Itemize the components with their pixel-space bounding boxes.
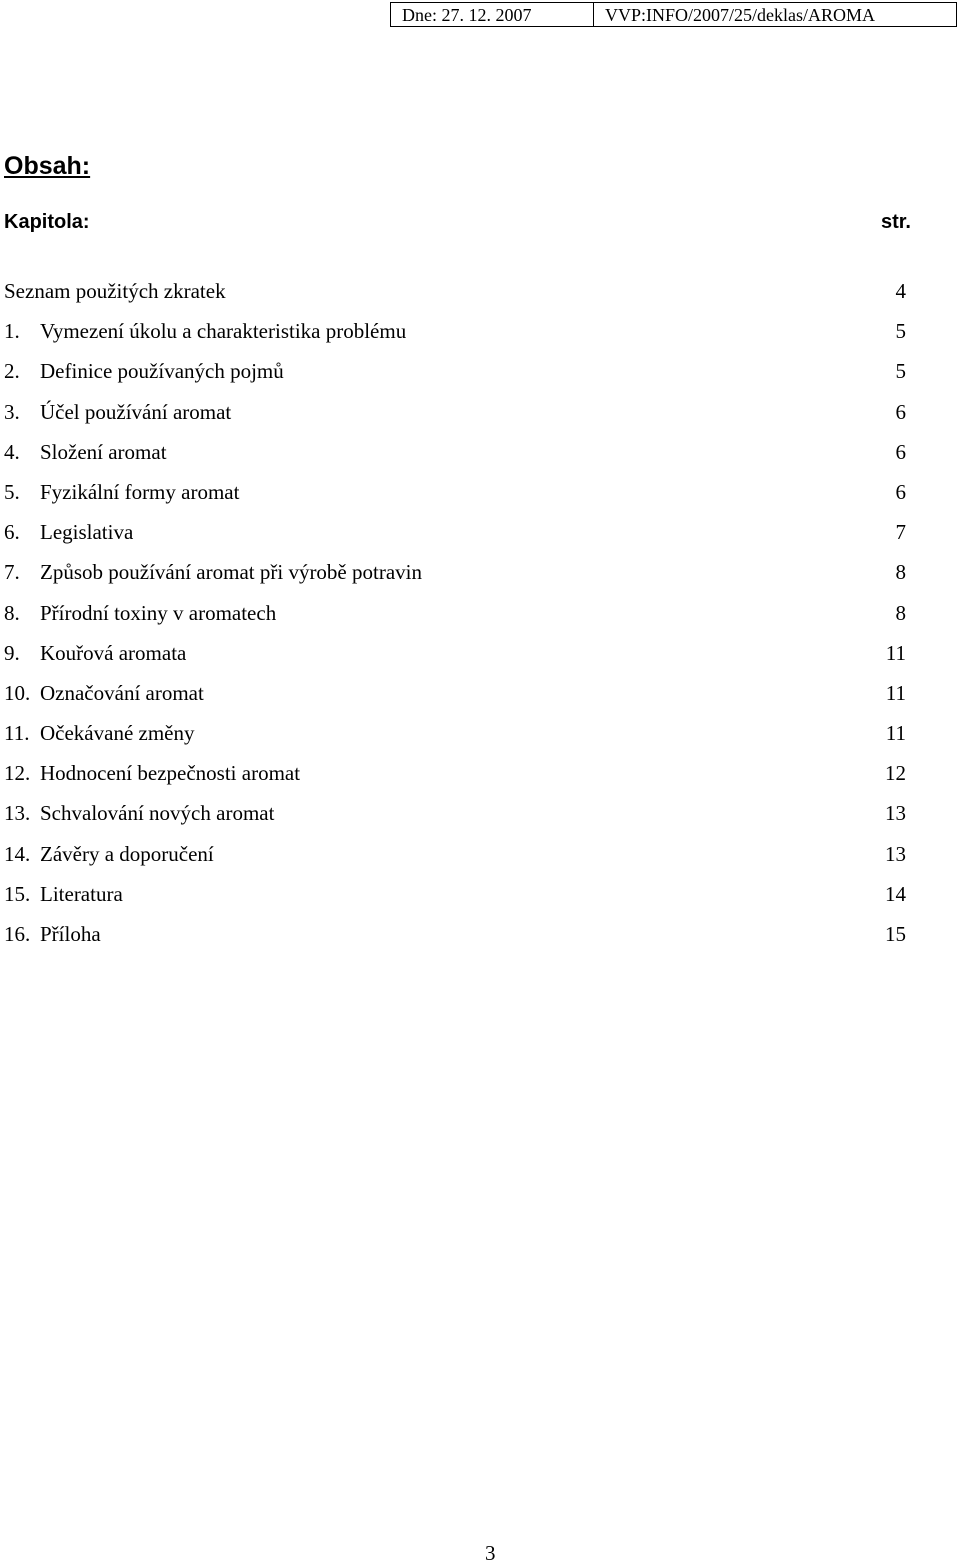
toc-entry-number: 2. xyxy=(4,359,20,384)
toc-entry xyxy=(4,718,906,758)
toc-entry xyxy=(4,276,906,316)
toc-entry-title xyxy=(4,598,866,628)
toc-entry-number: 9. xyxy=(4,640,20,665)
toc-entry xyxy=(4,477,906,517)
toc-entry-text: Literatura xyxy=(40,881,123,906)
toc-entry-text: Schvalování nových aromat xyxy=(40,801,275,826)
toc-entry xyxy=(4,798,906,838)
toc-list xyxy=(4,276,906,959)
toc-entry-title xyxy=(4,718,866,748)
toc-entry-page: 11 xyxy=(885,721,906,746)
toc-entry-text: Závěry a doporučení xyxy=(40,841,214,866)
toc-entry-title xyxy=(4,276,866,306)
toc-entry-page: 5 xyxy=(895,359,906,384)
chapter-column-label: Kapitola: xyxy=(4,211,90,233)
page-number: 3 xyxy=(485,1541,496,1565)
page-column-label: str. xyxy=(880,211,911,233)
toc-entry-text: Seznam použitých zkratek xyxy=(4,279,226,303)
toc-entry-title xyxy=(4,919,866,949)
toc-entry xyxy=(4,879,906,919)
toc-entry-title xyxy=(4,477,866,507)
toc-entry-number: 14. xyxy=(4,841,31,866)
toc-entry-number: 15. xyxy=(4,881,31,906)
toc-entry-title xyxy=(4,517,866,547)
toc-entry-number: 5. xyxy=(4,479,20,504)
header-reference: VVP:INFO/2007/25/deklas/AROMA xyxy=(605,5,876,25)
toc-entry-page: 13 xyxy=(885,841,906,866)
toc-entry-title xyxy=(4,437,866,467)
toc-entry-text: Účel používání aromat xyxy=(40,399,232,424)
toc-entry-title xyxy=(4,316,866,346)
toc-entry-page: 6 xyxy=(895,439,906,464)
toc-entry-text: Fyzikální formy aromat xyxy=(40,479,240,504)
toc-entry-page: 6 xyxy=(895,479,906,504)
toc-entry-text: Způsob používání aromat při výrobě potravin xyxy=(40,560,422,585)
header-date: Dne: 27. 12. 2007 xyxy=(391,3,594,26)
toc-entry-page: 11 xyxy=(885,640,906,665)
toc-entry-page: 15 xyxy=(885,922,906,946)
toc-entry-number: 4. xyxy=(4,439,20,464)
toc-entry-number: 10. xyxy=(4,680,31,705)
toc-entry-text: Legislativa xyxy=(40,520,134,545)
toc-entry xyxy=(4,598,906,638)
toc-entry-page: 8 xyxy=(895,600,906,625)
toc-entry-number: 16. xyxy=(4,922,31,946)
toc-entry xyxy=(4,638,906,678)
toc-entry xyxy=(4,437,906,477)
toc-entry xyxy=(4,356,906,396)
toc-entry-number: 1. xyxy=(4,319,20,344)
toc-entry xyxy=(4,557,906,597)
toc-entry-page: 12 xyxy=(885,761,906,786)
toc-entry-page: 5 xyxy=(895,319,906,344)
toc-entry xyxy=(4,839,906,879)
toc-entry-page: 13 xyxy=(885,801,906,826)
toc-entry-number: 12. xyxy=(4,761,31,786)
toc-entry-text: Složení aromat xyxy=(40,439,167,464)
toc-entry xyxy=(4,316,906,356)
toc-entry-number: 6. xyxy=(4,520,20,545)
toc-entry-number: 3. xyxy=(4,399,20,424)
toc-entry xyxy=(4,397,906,437)
toc-entry xyxy=(4,517,906,557)
toc-entry-title xyxy=(4,798,866,828)
toc-title: Obsah: xyxy=(4,152,91,180)
toc-entry-text: Označování aromat xyxy=(40,680,204,705)
toc-entry-page: 6 xyxy=(895,399,906,424)
toc-entry xyxy=(4,758,906,798)
toc-column-headers xyxy=(4,211,911,234)
toc-entry-text: Příloha xyxy=(40,922,101,946)
toc-entry-page: 8 xyxy=(895,560,906,585)
toc-entry-title xyxy=(4,839,866,869)
toc-entry-title xyxy=(4,678,866,708)
toc-entry-text: Kouřová aromata xyxy=(40,640,187,665)
toc-entry-text: Hodnocení bezpečnosti aromat xyxy=(40,761,301,786)
toc-entry-title xyxy=(4,356,866,386)
document-header xyxy=(390,2,957,27)
toc-entry-number: 7. xyxy=(4,560,20,585)
toc-entry-title xyxy=(4,397,866,427)
toc-entry-text: Vymezení úkolu a charakteristika problému xyxy=(40,319,407,344)
toc-entry-title xyxy=(4,638,866,668)
toc-entry xyxy=(4,919,906,959)
toc-entry-text: Definice používaných pojmů xyxy=(40,359,284,384)
toc-entry-number: 11. xyxy=(4,721,30,746)
toc-entry-text: Očekávané změny xyxy=(40,721,195,746)
toc-entry-text: Přírodní toxiny v aromatech xyxy=(40,600,277,625)
toc-entry-page: 11 xyxy=(885,680,906,705)
toc-entry-number: 8. xyxy=(4,600,20,625)
toc-entry-title xyxy=(4,557,866,587)
toc-entry-page: 14 xyxy=(885,881,906,906)
toc-entry-title xyxy=(4,879,866,909)
toc-entry-page: 7 xyxy=(895,520,906,545)
toc-entry-page: 4 xyxy=(895,279,906,303)
toc-entry xyxy=(4,678,906,718)
toc-entry-title xyxy=(4,758,866,788)
toc-entry-number: 13. xyxy=(4,801,31,826)
